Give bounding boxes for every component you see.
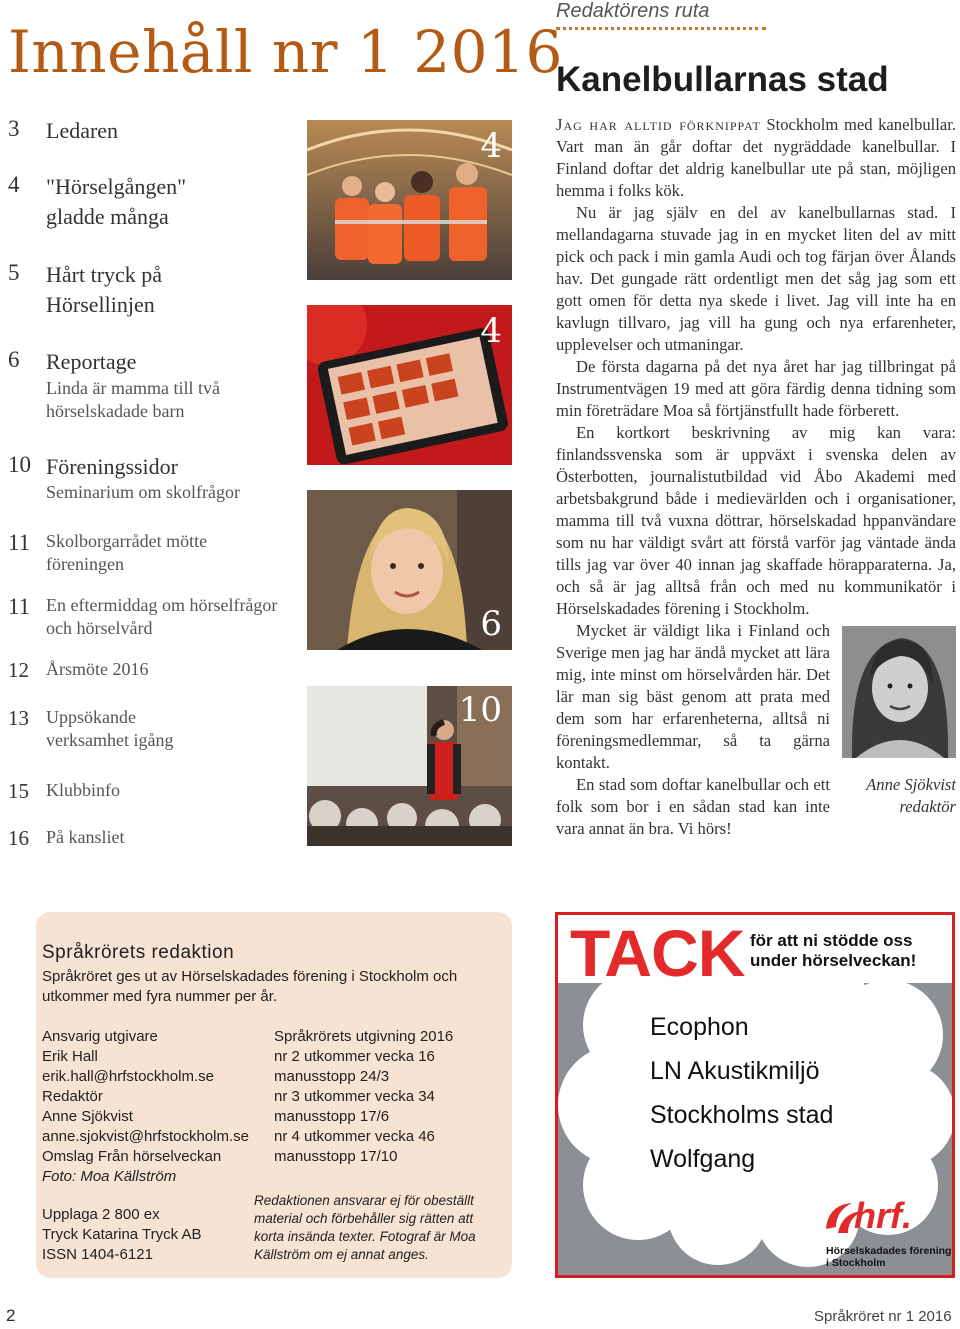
- redaktion-intro: Språkröret ges ut av Hörselskadades förening i Stockholm och utkommer med fyra nummer per år.: [42, 968, 458, 1005]
- redaktion-label: Språkrörets utgivning 2016: [274, 1028, 454, 1045]
- toc-entry[interactable]: [8, 826, 300, 852]
- redaktion-value: Anne Sjökvist: [42, 1108, 133, 1125]
- sponsor-name: Stockholms stad: [650, 1101, 834, 1129]
- toc-entry[interactable]: [8, 347, 300, 427]
- redaktion-contacts: [42, 1027, 249, 1187]
- toc-entry-title: Föreningssidor: [46, 454, 178, 479]
- redaktion-box: [36, 912, 512, 1278]
- schedule-item: nr 4 utkommer vecka 46: [274, 1128, 435, 1145]
- toc-page-number: 11: [8, 594, 31, 619]
- editor-caption: [842, 774, 956, 818]
- toc-title: Innehåll nr 1 2016: [8, 18, 563, 86]
- editorial-paragraph: Mycket är väldigt lika i Finland och Sverige men jag har ändå mycket att lära mig, inte minst om hörselvården här. Det lär man sig bäst genom att prata med dem som har erfarenheterna, alltså ni föreningsmedlemmar, så ta gärna kontakt.: [556, 621, 830, 772]
- toc-entry[interactable]: [8, 530, 300, 580]
- photo-page-number: 4: [480, 311, 502, 351]
- editorial-title: Kanelbullarnas stad: [556, 60, 889, 99]
- redaktion-title: Språkrörets redaktion: [42, 942, 235, 963]
- redaktion-value: Upplaga 2 800 ex: [42, 1206, 160, 1223]
- schedule-item: manusstopp 17/6: [274, 1108, 390, 1125]
- editorial-paragraph: Jag har alltid förknippat Stockholm med kanelbullar. Vart man än går doftar det nygräddade kanelbullar. I Finland doftar det aldrig kanelbullar ute på stan, möjligen hemma i folks kök.: [556, 115, 957, 200]
- editor-role: redaktör: [899, 797, 956, 816]
- redaktion-value: Erik Hall: [42, 1048, 98, 1065]
- schedule-item: manusstopp 17/10: [274, 1148, 398, 1165]
- toc-entry-title: En eftermiddag om hörselfrågor och hörselvård: [46, 595, 278, 638]
- editor-portrait-photo: [842, 626, 956, 758]
- toc-entry[interactable]: [8, 172, 300, 236]
- page-number: 2: [6, 1306, 16, 1325]
- seminar-speaker-photo[interactable]: [307, 686, 512, 846]
- schedule-item: nr 3 utkommer vecka 34: [274, 1088, 435, 1105]
- thank-you-ad[interactable]: [555, 912, 955, 1278]
- redaktion-value: Omslag Från hörselveckan: [42, 1148, 222, 1165]
- woman-portrait-photo[interactable]: [307, 490, 512, 650]
- toc-entry[interactable]: [8, 706, 300, 756]
- toc-page-number: 4: [8, 172, 20, 197]
- photo-page-number: 10: [458, 690, 502, 730]
- toc-entry[interactable]: [8, 260, 300, 324]
- toc-page-number: 16: [8, 826, 29, 850]
- hrf-logo-text: hrf.: [854, 1195, 912, 1236]
- toc-entry-title: Årsmöte 2016: [46, 659, 149, 679]
- tablet-photo[interactable]: [307, 305, 512, 465]
- redaktion-value: ISSN 1404-6121: [42, 1246, 153, 1263]
- sponsor-name: Wolfgang: [650, 1145, 756, 1173]
- toc-page-number: 10: [8, 452, 31, 477]
- toc-page-number: 13: [8, 706, 29, 730]
- toc-entry[interactable]: [8, 658, 300, 684]
- editorial-paragraph: Nu är jag själv en del av kanelbullarnas stad. I mellandagarna stuvade jag in en mycket liten del av mitt pick och pack i min gamla Audi och tog färjan över Ålands hav. Det gungade rätt ordentligt men det såg jag som ett gott omen för detta nya skede i livet. Jag vill inte ha en kavlugn tillvaro, jag vill ha gung och nya erfarenheter, upplevelser och utmaningar.: [556, 203, 956, 354]
- toc-entry-title: Klubbinfo: [46, 780, 120, 800]
- redaktion-print-info: [42, 1205, 202, 1265]
- toc-entry-title: "Hörselgången" gladde många: [46, 174, 187, 229]
- sponsor-name: LN Akustikmiljö: [650, 1057, 820, 1085]
- toc-entry[interactable]: [8, 116, 300, 148]
- toc-entry-title: Skolborgarrådet mötte föreningen: [46, 531, 208, 574]
- redaktion-value: Tryck Katarina Tryck AB: [42, 1226, 202, 1243]
- toc-entry[interactable]: [8, 452, 300, 508]
- editorial-body: [556, 114, 956, 840]
- editorial-kicker: Redaktörens ruta: [556, 0, 710, 22]
- redaktion-label: Redaktör: [42, 1088, 103, 1105]
- toc-page-number: 15: [8, 779, 29, 803]
- toc-entry-title: Ledaren: [46, 118, 119, 143]
- hrf-logo-subtitle: Hörselskadades förening i Stockholm: [826, 1245, 952, 1269]
- tack-headline: TACK: [570, 916, 745, 990]
- schedule-item: nr 2 utkommer vecka 16: [274, 1048, 435, 1065]
- toc-entry-subtitle: Linda är mamma till två hörselskadade barn: [46, 378, 220, 421]
- dotted-divider: [556, 27, 766, 30]
- toc-page-number: 11: [8, 530, 31, 555]
- redaktion-value: Foto: Moa Källström: [42, 1168, 177, 1185]
- toc-page-number: 5: [8, 260, 20, 285]
- email-link[interactable]: erik.hall@hrfstockholm.se: [42, 1068, 214, 1085]
- editorial-paragraph: En kortkort beskrivning av mig kan vara: finlandssvenska som är uppväxt i svenska delen av Österbotten, journalistutbildad vid Åbo Akademi med arbetsbakgrund både i medievärlden och i organisationer, mamma till två vuxna döttrar, hörselskadad hppanvändare som nu har väldigt svårt att förstå varför jag väntade ända tills jag var över 40 innan jag skaffade hörapparaterna. Ja, och så är jag alltså från och med nu kommunikatör i Hörselskadades förening i Stockholm.: [556, 423, 956, 618]
- editorial-lead: Jag har alltid förknippat: [556, 115, 761, 134]
- toc-entry-title: Uppsökande verksamhet igång: [46, 707, 174, 750]
- toc-entry-subtitle: Seminarium om skolfrågor: [46, 482, 240, 502]
- toc-entry-title: På kansliet: [46, 827, 125, 847]
- editor-name: Anne Sjökvist: [866, 775, 956, 794]
- redaktion-disclaimer: Redaktionen ansvarar ej för obeställt material och förbehåller sig rätten att korta insända texter. Fotograf är Moa Källström om ej annat anges.: [254, 1193, 476, 1262]
- photo-page-number: 6: [480, 604, 502, 644]
- editorial-paragraph: De första dagarna på det nya året har jag tillbringat på Instrumentvägen 19 med att göra färdig denna tidning som min företrädare Moa så förtjänstfullt hade förberett.: [556, 357, 956, 420]
- group-volunteers-photo[interactable]: [307, 120, 512, 280]
- publication-footer: Språkröret nr 1 2016: [814, 1308, 952, 1325]
- toc-page-number: 12: [8, 658, 29, 682]
- redaktion-label: Ansvarig utgivare: [42, 1028, 158, 1045]
- toc-entry[interactable]: [8, 594, 300, 644]
- toc-entry-title: Reportage: [46, 349, 137, 374]
- toc-page-number: 3: [8, 116, 20, 141]
- photo-page-number: 4: [480, 126, 502, 166]
- sponsor-name: Ecophon: [650, 1013, 749, 1041]
- email-link[interactable]: anne.sjokvist@hrfstockholm.se: [42, 1128, 249, 1145]
- schedule-item: manusstopp 24/3: [274, 1068, 390, 1085]
- redaktion-schedule: [274, 1027, 453, 1167]
- toc-page-number: 6: [8, 347, 20, 372]
- toc-entry-title: Hårt tryck på Hörsellinjen: [46, 262, 163, 317]
- editorial-paragraph: En stad som doftar kanelbullar och ett folk som bor i en sådan stad kan inte vara annat än bra. Vi hörs!: [556, 775, 830, 838]
- tack-tagline: för att ni stödde oss under hörselveckan!: [750, 931, 917, 970]
- toc-entry[interactable]: [8, 779, 300, 805]
